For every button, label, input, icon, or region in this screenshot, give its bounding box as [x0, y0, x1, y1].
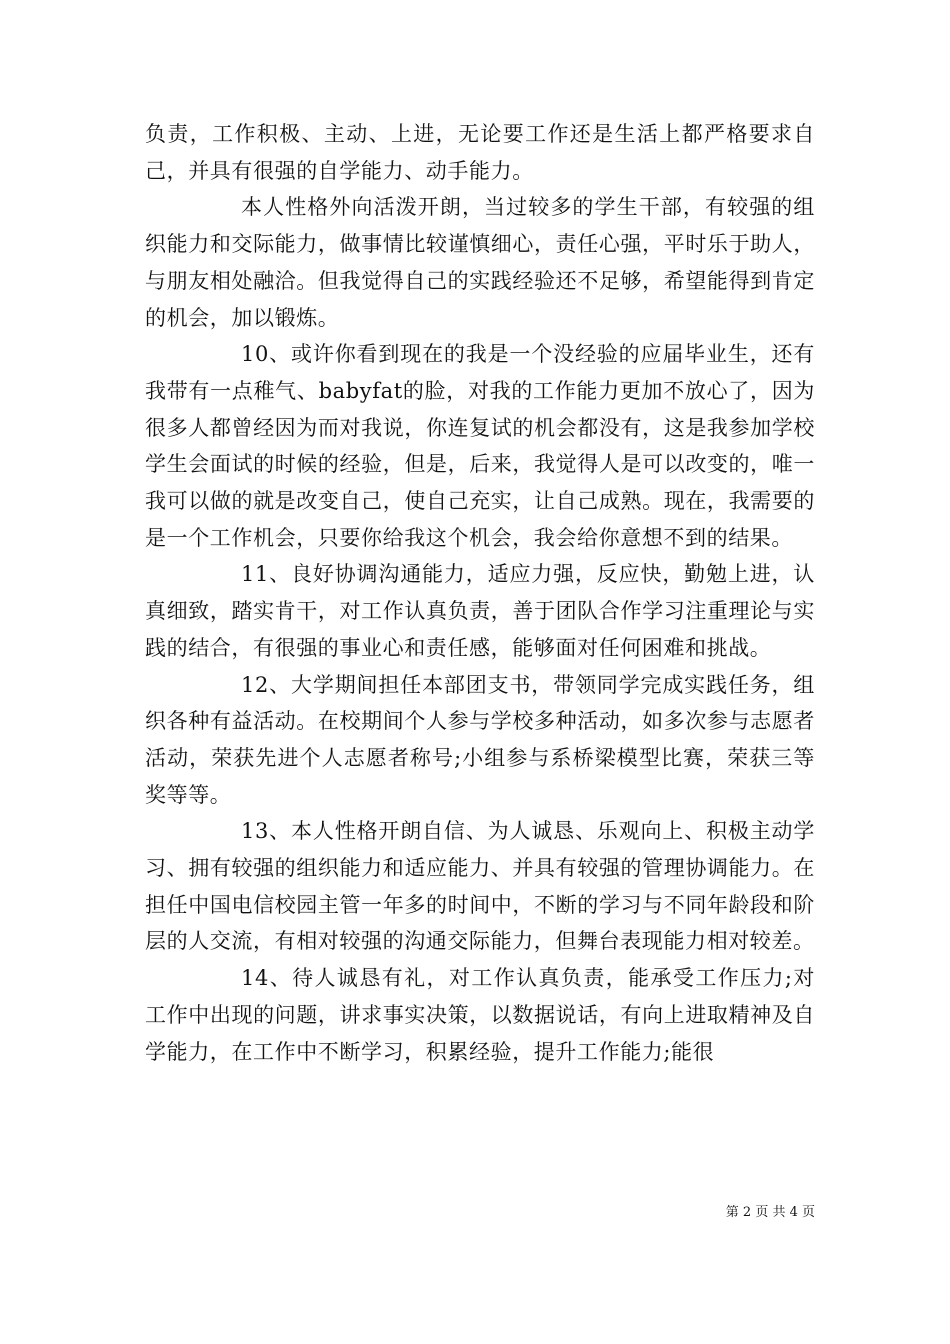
document-body	[145, 116, 815, 1070]
paragraph-5: 12、大学期间担任本部团支书，带领同学完成实践任务，组织各种有益活动。在校期间个人参与学校多种活动，如多次参与志愿者活动，荣获先进个人志愿者称号;小组参与系桥梁模型比赛，荣获三等奖等等。	[145, 672, 815, 807]
paragraph-4: 11、良好协调沟通能力，适应力强，反应快，勤勉上进，认真细致，踏实肯干，对工作认真负责，善于团队合作学习注重理论与实践的结合，有很强的事业心和责任感，能够面对任何困难和挑战。	[145, 562, 815, 660]
page-number-footer: 第 2 页 共 4 页	[725, 1205, 815, 1220]
paragraph-7: 14、待人诚恳有礼，对工作认真负责，能承受工作压力;对工作中出现的问题，讲求事实决策，以数据说话，有向上进取精神及自学能力，在工作中不断学习，积累经验，提升工作能力;能很	[145, 966, 815, 1064]
paragraph-1: 负责，工作积极、主动、上进，无论要工作还是生活上都严格要求自己，并具有很强的自学能力、动手能力。	[145, 122, 815, 183]
paragraph-3: 10、或许你看到现在的我是一个没经验的应届毕业生，还有我带有一点稚气、babyfat的脸，对我的工作能力更加不放心了，因为很多人都曾经因为而对我说，你连复试的机会都没有，这是我参加学校学生会面试的时候的经验，但是，后来，我觉得人是可以改变的，唯一我可以做的就是改变自己，使自己充实，让自己成熟。现在，我需要的是一个工作机会，只要你给我这个机会，我会给你意想不到的结果。	[145, 342, 815, 550]
paragraph-6: 13、本人性格开朗自信、为人诚恳、乐观向上、积极主动学习、拥有较强的组织能力和适应能力、并具有较强的管理协调能力。在担任中国电信校园主管一年多的时间中，不断的学习与不同年龄段和阶层的人交流，有相对较强的沟通交际能力，但舞台表现能力相对较差。	[145, 819, 815, 954]
paragraph-2: 本人性格外向活泼开朗，当过较多的学生干部，有较强的组织能力和交际能力，做事情比较谨慎细心，责任心强，平时乐于助人，与朋友相处融洽。但我觉得自己的实践经验还不足够，希望能得到肯定的机会，加以锻炼。	[145, 195, 815, 330]
